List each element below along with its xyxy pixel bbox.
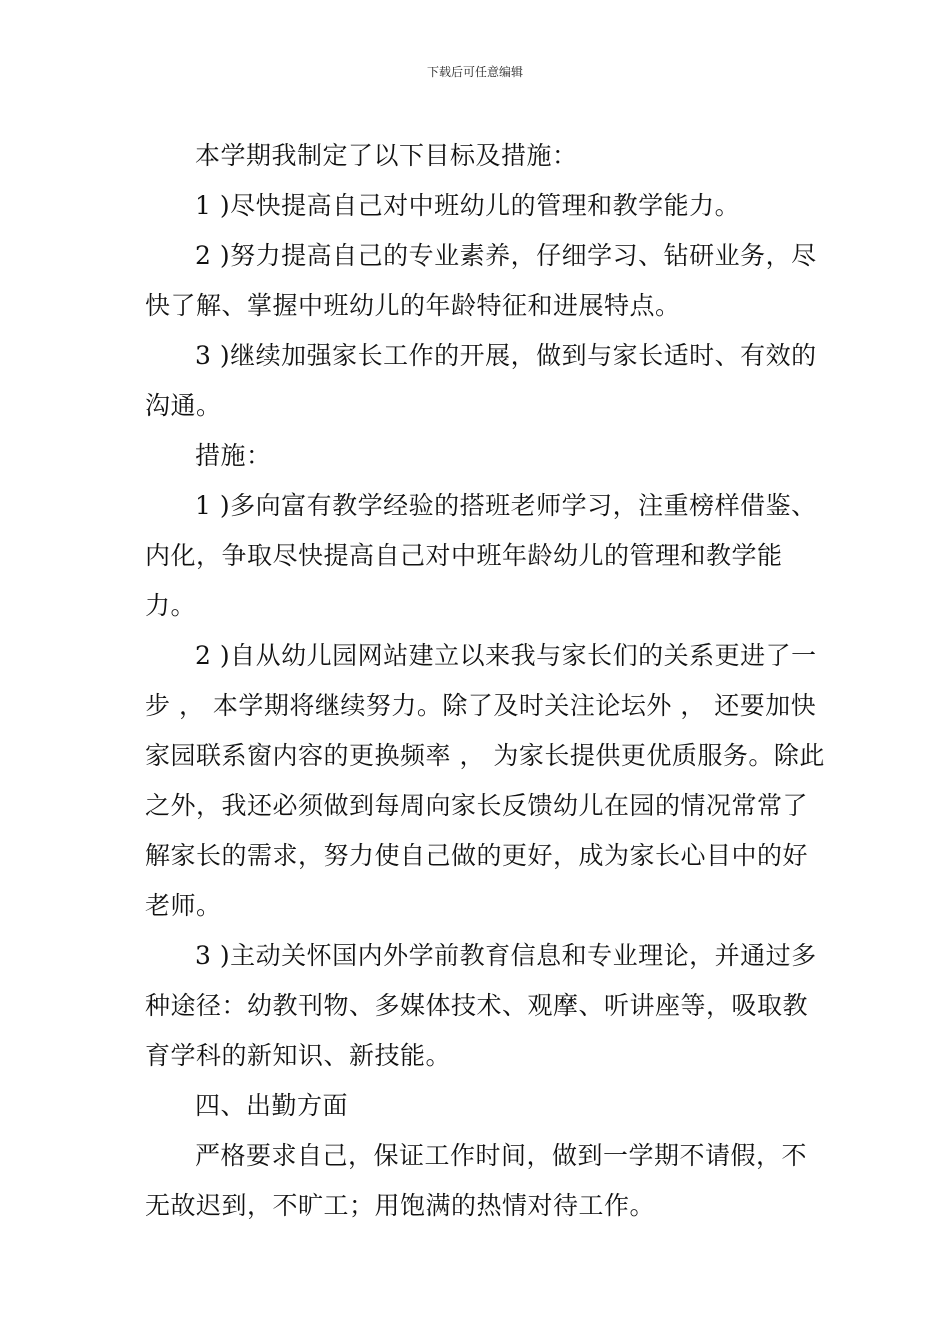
paragraph-measures-heading: 措施：: [195, 441, 272, 470]
paragraph-goal-2: 2 )努力提高自己的专业素养，仔细学习、钻研业务，尽快了解、掌握中班幼儿的年龄特征和进展特点。: [145, 241, 817, 320]
paragraph-measure-2: 2 )自从幼儿园网站建立以来我与家长们的关系更进了一步 ， 本学期将继续努力。除了及时关注论坛外 ， 还要加快家园联系窗内容的更换频率 ， 为家长提供更优质服务。除此之外，我还必须做到每周向家长反馈幼儿在园的情况常常了解家长的需求，努力使自己做的更好，成为家长心目中的好老师。: [145, 641, 825, 920]
paragraph-measure-1: 1 )多向富有教学经验的搭班老师学习，注重榜样借鉴、内化，争取尽快提高自己对中班年龄幼儿的管理和教学能力。: [145, 491, 817, 620]
document-body: [145, 131, 825, 1231]
paragraph-attendance: 严格要求自己，保证工作时间，做到一学期不请假，不无故迟到，不旷工；用饱满的热情对待工作。: [145, 1141, 808, 1220]
paragraph-measure-3: 3 )主动关怀国内外学前教育信息和专业理论，并通过多种途径：幼教刊物、多媒体技术、观摩、听讲座等，吸取教育学科的新知识、新技能。: [145, 941, 817, 1070]
paragraph-goal-3: 3 )继续加强家长工作的开展，做到与家长适时、有效的沟通。: [145, 341, 817, 420]
section-heading-attendance: 四、出勤方面: [195, 1091, 349, 1120]
paragraph-intro: 本学期我制定了以下目标及措施：: [195, 141, 578, 170]
page-header: 下载后可任意编辑: [426, 65, 523, 79]
paragraph-goal-1: 1 )尽快提高自己对中班幼儿的管理和教学能力。: [195, 191, 741, 220]
